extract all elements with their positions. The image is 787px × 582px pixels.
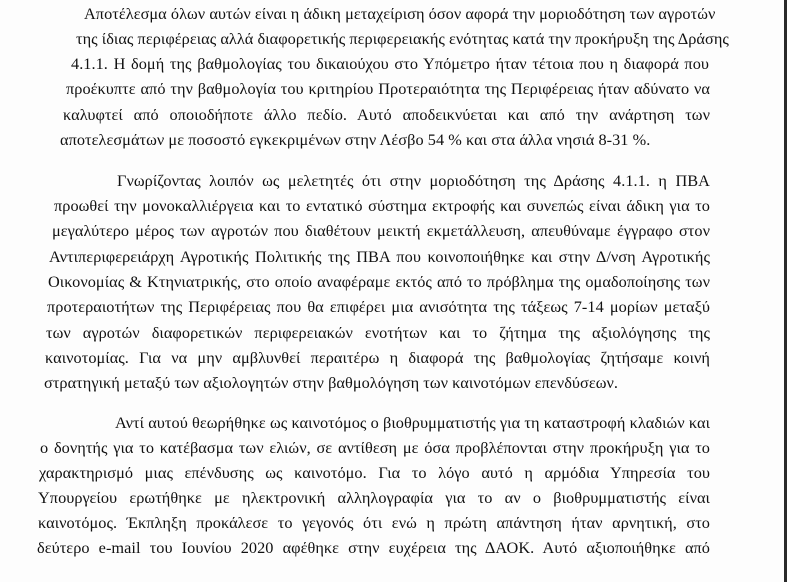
text-line: προτεραιοτήτων της Περιφέρειας που θα επιφέρει μια ανισότητα της τάξεως 7-14 μορίων μεταξύ xyxy=(47,297,710,316)
text-line: Οικονομίας & Κτηνιατρικής, στο οποίο αναφέραμε εκτός από το πρόβλημα της ομαδοποίησης των xyxy=(48,272,710,291)
text-line: στρατηγική μεταξύ των αξιολογητών στην βαθμολόγηση των καινοτόμων επενδύσεων. xyxy=(44,373,619,392)
text-line: Γνωρίζοντας λοιπόν ως μελετητές ότι στην μοριοδότηση της Δράσης 4.1.1. η ΠΒΑ xyxy=(117,171,710,190)
text-line: ο δονητής για το κατέβασμα των ελιών, σε αντίθεση με όσα προβλέπονται στην προκήρυξη για το xyxy=(40,438,710,457)
text-line: αποτελεσμάτων με ποσοστό εγκεκριμένων στην Λέσβο 54 % και στα άλλα νησιά 8-31 %. xyxy=(60,130,651,149)
text-line: Αντί αυτού θεωρήθηκε ως καινοτόμος ο βιοθρυμματιστής για τη καταστροφή κλαδιών και xyxy=(115,413,710,432)
text-line: προέκυπτε από την βαθμολογία του κριτηρίου Προτεραιότητα της Περιφέρειας ήταν αδύνατο να xyxy=(66,79,710,98)
text-line: καινοτομίας. Για να μην αμβλυνθεί περαιτέρω η διαφορά της βαθμολογίας ζητήσαμε κοινή xyxy=(45,348,710,367)
text-line: των αγροτών διαφορετικών περιφερειακών ενοτήτων και το ζήτημα της αξιολόγησης της xyxy=(46,323,710,342)
text-line: δεύτερο e-mail του Ιουνίου 2020 αφέθηκε στην ευχέρεια της ΔΑΟΚ. Αυτό αξιοποιήθηκε από xyxy=(37,538,710,557)
text-line: χαρακτηρισμό μιας επένδυσης ως καινοτόμο. Για το λόγο αυτό η αρμόδια Υπηρεσία του xyxy=(39,463,710,482)
text-line: Αντιπεριφερειάρχη Αγροτικής Πολιτικής της ΠΒΑ που κοινοποιήθηκε και στην Δ/νση Αγροτικής xyxy=(49,247,710,266)
text-line: καινοτόμος. Έκπληξη προκάλεσε το γεγονός ότι ενώ η πρώτη απάντηση ήταν αρνητική, στο xyxy=(38,513,710,532)
text-line: προωθεί την μονοκαλλιέργεια και το εντατικό σύστημα εκτροφής και συνεπώς είναι άδικη για το xyxy=(54,196,710,215)
text-line: Υπουργείου ερωτήθηκε με ηλεκτρονική αλληλογραφία για το αν ο βιοθρυμματιστής είναι xyxy=(38,488,710,507)
text-line: Αποτέλεσμα όλων αυτών είναι η άδικη μεταχείριση όσον αφορά την μοριοδότηση των αγροτών xyxy=(84,4,716,23)
text-line: της ίδιας περιφέρειας αλλά διαφορετικής περιφερειακής ενότητας κατά την προκήρυξη της Δράσης xyxy=(76,29,729,48)
text-line: καλυφτεί από οποιοδήποτε άλλο πεδίο. Αυτό αποδεικνύεται και από την ανάρτηση των xyxy=(63,105,710,124)
text-line: 4.1.1. Η δομή της βαθμολογίας του δικαιούχου στο Υπόμετρο ήταν τέτοια που η διαφορά που xyxy=(71,54,709,73)
text-line: μεγαλύτερο μέρος των αγροτών που διαθέτουν μεικτή εκμετάλλευση, απευθύναμε έγγραφο στον xyxy=(52,221,710,240)
